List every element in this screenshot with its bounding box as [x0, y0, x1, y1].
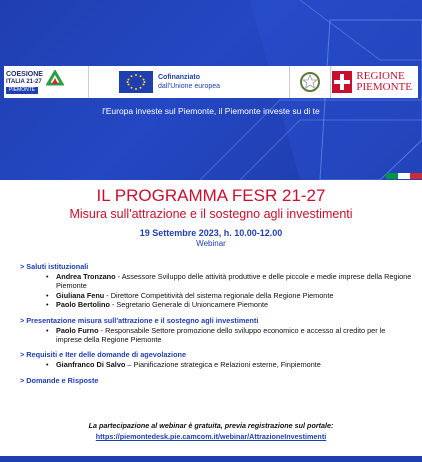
speaker-name: Giuliana Fenu	[56, 290, 105, 300]
banner-tagline: l'Europa investe sul Piemonte, il Piemonte investe su di te	[102, 106, 320, 116]
italian-republic-emblem	[290, 66, 331, 98]
speaker-name: Andrea Tronzano	[56, 272, 116, 281]
event-date: 19 Settembre 2023, h. 10.00-12.00	[139, 228, 283, 238]
agenda	[20, 262, 412, 391]
agenda-section-title: > Domande e Risposte	[20, 375, 99, 385]
speaker-role: - Responsabile Settore promozione dello sviluppo economico e accesso al credito per le imprese della Regione Piemonte	[56, 325, 386, 345]
page-subtitle: Misura sull'attrazione e il sostegno agli investimenti	[69, 207, 353, 221]
regione-line2: PIEMONTE	[356, 81, 412, 93]
eu-text-line1: Cofinanziato	[158, 74, 200, 81]
republic-emblem-icon	[299, 70, 321, 94]
agenda-section-title: > Presentazione misura sull'attrazione e il sostegno agli investimenti	[20, 315, 259, 325]
speaker-role: - Assessore Sviluppo delle attività produttive e delle piccole e medie imprese della Regione Piemonte	[56, 272, 412, 291]
bullet-icon: •	[46, 272, 49, 281]
speaker-name: Paolo Furno	[56, 325, 99, 335]
coesione-tag: PIEMONTE	[6, 87, 38, 94]
agenda-section	[20, 262, 412, 310]
page-title: IL PROGRAMMA FESR 21-27	[96, 186, 326, 205]
registration-link[interactable]: https://piemontedesk.pie.camcom.it/webinar/AttrazioneInvestimenti	[95, 432, 327, 441]
registration-footer	[0, 421, 422, 441]
coesione-mark-icon	[46, 70, 64, 86]
registration-note: La partecipazione al webinar è gratuita, previa registrazione sul portale:	[88, 421, 334, 430]
bullet-icon: •	[46, 360, 49, 370]
agenda-item	[20, 272, 412, 291]
italian-flag-stripe	[386, 173, 422, 179]
agenda-item	[20, 326, 412, 345]
eu-cofinanced-logo	[89, 66, 290, 98]
speaker-name: Paolo Bertolino	[56, 300, 110, 310]
agenda-item	[20, 300, 412, 309]
agenda-section-title: > Requisiti e Iter delle domande di agevolazione	[20, 350, 187, 360]
eu-flag-icon	[119, 71, 153, 93]
coesione-italia-logo	[4, 66, 89, 98]
piemonte-shield-icon	[332, 71, 352, 93]
speaker-name: Gianfranco Di Salvo	[56, 360, 126, 370]
agenda-item	[20, 360, 412, 369]
coesione-line2: ITALIA 21-27	[6, 78, 42, 85]
coesione-line1: COESIONE	[6, 70, 43, 78]
bullet-icon: •	[46, 300, 49, 310]
regione-piemonte-logo	[331, 66, 418, 98]
agenda-item	[20, 291, 412, 300]
eu-text-line2: dall'Unione europea	[158, 83, 221, 90]
bottom-bar	[0, 456, 422, 462]
logo-strip	[4, 66, 418, 98]
speaker-role: – Pianificazione strategica e Relazioni esterne, Finpiemonte	[125, 360, 321, 370]
agenda-section	[20, 376, 412, 385]
regione-line1: REGIONE	[356, 70, 405, 82]
agenda-section	[20, 350, 412, 369]
bullet-icon: •	[46, 290, 49, 300]
bullet-icon: •	[46, 325, 49, 335]
agenda-section-title: > Saluti istituzionali	[20, 262, 89, 271]
event-format: Webinar	[196, 239, 226, 248]
header-banner	[0, 0, 422, 180]
agenda-section	[20, 316, 412, 345]
speaker-role: - Segretario Generale di Unioncamere Piemonte	[109, 300, 269, 310]
speaker-role: - Direttore Competitività del sistema regionale della Regione Piemonte	[104, 290, 334, 300]
